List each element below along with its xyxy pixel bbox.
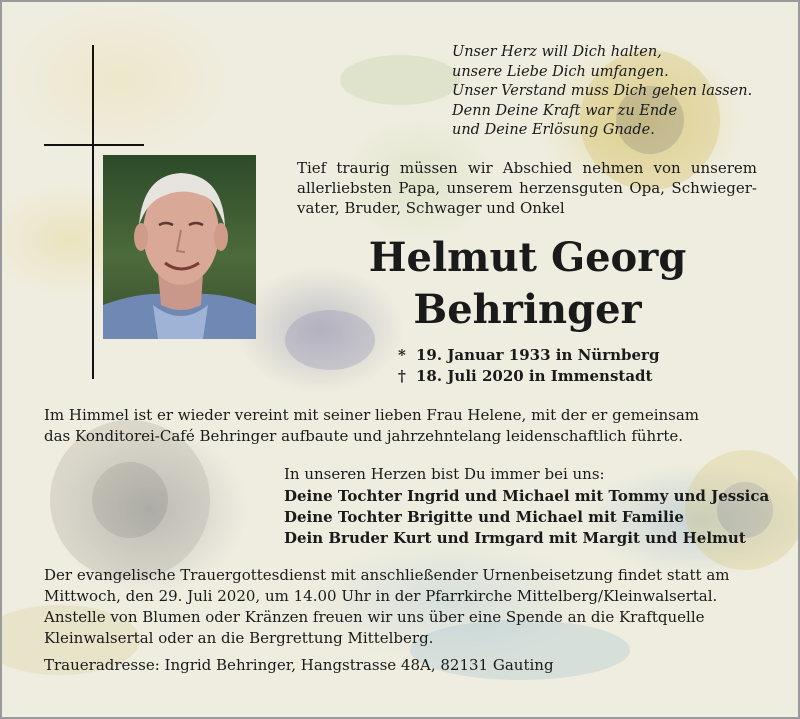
paragraph-line: Kleinwalsertal oder an die Bergrettung Mittelberg. — [44, 629, 434, 647]
birth-date: 19. Januar 1933 in Nürnberg — [416, 346, 660, 364]
mourners-heading: In unseren Herzen bist Du immer bei uns: — [284, 465, 605, 483]
mourner-line: Deine Tochter Brigitte und Michael mit Familie — [284, 508, 684, 526]
mourner-line: Dein Bruder Kurt und Irmgard mit Margit und Helmut — [284, 529, 746, 547]
intro-text: Tief traurig müssen wir Abschied nehmen von unserem allerliebsten Papa, unserem herzensguten Opa, Schwieger-vater, Bruder, Schwager und Onkel — [297, 159, 757, 217]
deceased-name-line2: Behringer — [413, 286, 642, 333]
poem-verse — [452, 43, 752, 141]
leaf-shape — [340, 55, 460, 105]
mourner-line: Deine Tochter Ingrid und Michael mit Tommy und Jessica — [284, 487, 770, 505]
paragraph-line: Der evangelische Trauergottesdienst mit anschließender Urnenbeisetzung findet statt am — [44, 566, 730, 584]
death-date: 18. Juli 2020 in Immenstadt — [416, 367, 653, 385]
cross-horizontal-bar — [44, 144, 144, 146]
mourners-list — [284, 486, 769, 549]
portrait-photo — [103, 155, 256, 339]
birth-date-row — [398, 345, 659, 366]
paragraph-line: Mittwoch, den 29. Juli 2020, um 14.00 Uhr in der Pfarrkirche Mittelberg/Kleinwalsertal. — [44, 587, 718, 605]
paragraph-line: das Konditorei-Café Behringer aufbaute und jahrzehntelang leidenschaftlich führte. — [44, 427, 684, 445]
verse-line: Unser Herz will Dich halten, — [452, 44, 662, 60]
service-paragraph — [44, 565, 730, 649]
verse-line: und Deine Erlösung Gnade. — [452, 122, 655, 138]
verse-line: unsere Liebe Dich umfangen. — [452, 63, 669, 80]
verse-line: Unser Verstand muss Dich gehen lassen. — [452, 83, 753, 99]
verse-line: Denn Deine Kraft war zu Ende — [452, 102, 678, 119]
mourning-address: Traueradresse: Ingrid Behringer, Hangstrasse 48A, 82131 Gauting — [44, 656, 554, 674]
birth-star-icon: * — [398, 346, 406, 364]
life-dates — [398, 345, 659, 387]
death-date-row — [398, 366, 659, 387]
cross-vertical-bar — [92, 45, 94, 379]
paragraph-line: Anstelle von Blumen oder Kränzen freuen wir uns über eine Spende an die Kraftquelle — [44, 608, 705, 626]
heaven-paragraph — [44, 405, 699, 447]
deceased-name-line1: Helmut Georg — [368, 234, 687, 281]
paragraph-line: Im Himmel ist er wieder vereint mit seiner lieben Frau Helene, mit der er gemeinsam — [44, 406, 700, 424]
death-dagger-icon: † — [398, 367, 406, 385]
